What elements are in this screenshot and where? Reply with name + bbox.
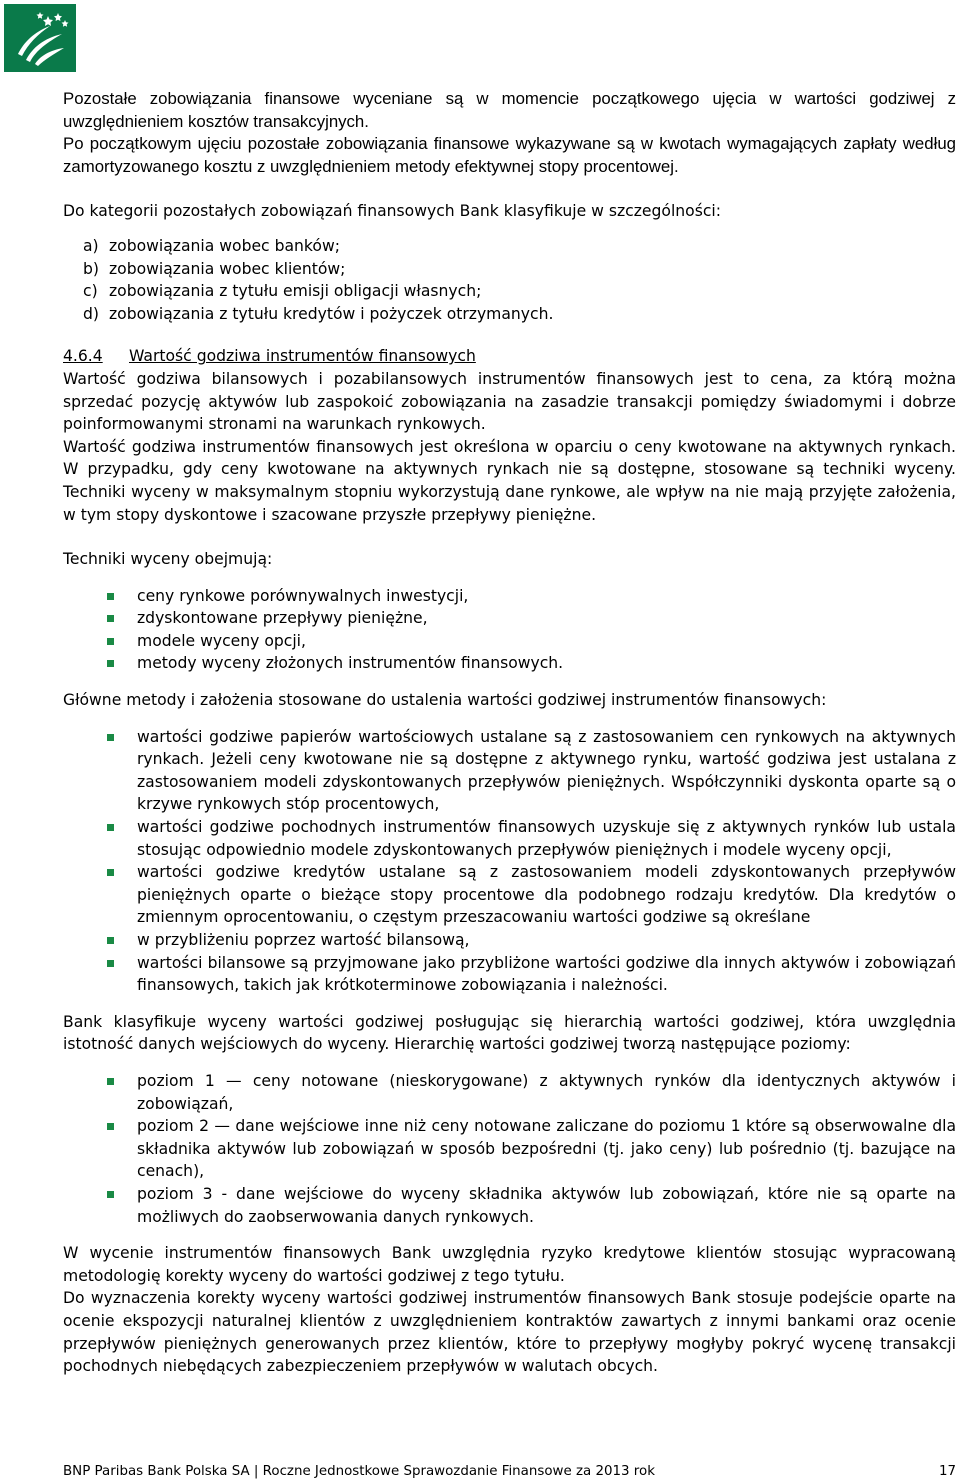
list-item: c) zobowiązania z tytułu emisji obligacji własnych; [83,282,482,301]
list-item: w przybliżeniu poprzez wartość bilansową, [63,929,956,952]
paragraph-valuation-adjustment: Do wyznaczenia korekty wyceny wartości godziwej instrumentów finansowych Bank stosuje podejście oparte na ocenie ekspozycji naturalnej klientów z uwzględnieniem kontraktów zawartych z innymi bankami oraz ocenie przepływów pieniężnych generowanych przez klientów, które to przepływy mogłyby pokryć wycenę transakcji pochodnych niebędących zabezpieczeniem przepływów w walutach obcych. [63,1289,956,1376]
list-item: wartości godziwe kredytów ustalane są z zastosowaniem modeli zdyskontowanych przepływów pieniężnych oparte o bieżące stopy procentowe dla podobnego rodzaju kredytów. Dla kredytów o zmiennym oprocentowaniu, o częstym przeszacowaniu wartości godziwe są określane [63,861,956,929]
section-number: 4.6.4 [63,347,103,366]
paragraph-credit-risk: W wycenie instrumentów finansowych Bank uwzględnia ryzyko kredytowe klientów stosując wypracowaną metodologię korekty wyceny do wartości godziwej z tego tytułu. [63,1244,956,1285]
bullet-icon [107,734,114,741]
bullet-icon [107,593,114,600]
alpha-list [63,235,956,325]
list-item: metody wyceny złożonych instrumentów finansowych. [63,652,956,675]
methods-list [63,726,956,997]
bullet-icon [107,869,114,876]
list-item: poziom 3 - dane wejściowe do wyceny składnika aktywów lub zobowiązań, które nie są oparte na możliwych do zaobserwowania danych rynkowych. [63,1183,956,1228]
section-heading [63,345,956,368]
bullet-icon [107,1123,114,1130]
bullet-icon [107,638,114,645]
bullet-icon [107,660,114,667]
paragraph-hierarchy-intro: Bank klasyfikuje wyceny wartości godziwej posługując się hierarchią wartości godziwej, która uwzględnia istotność danych wejściowych do wyceny. Hierarchię wartości godziwej tworzą następujące poziomy: [63,1012,956,1054]
bullet-icon [107,615,114,622]
paragraph-fair-value-determination: Wartość godziwa instrumentów finansowych jest określona w oparciu o ceny kwotowane na aktywnych rynkach. W przypadku, gdy ceny kwotowane na aktywnych rynkach nie są dostępne, stosowane są techniki wyceny. Techniki wyceny w maksymalnym stopniu wykorzystują dane rynkowe, ale wpływ na nie mają przyjęte założenia, w tym stopy dyskontowe i szacowane przyszłe przepływy pieniężne. [63,437,956,524]
list-item: a) zobowiązania wobec banków; [83,236,340,255]
paragraph-techniques-intro: Techniki wyceny obejmują: [63,550,273,569]
footer-text: BNP Paribas Bank Polska SA | Roczne Jednostkowe Sprawozdanie Finansowe za 2013 rok [63,1464,655,1479]
paragraph-methods-intro: Główne metody i założenia stosowane do ustalenia wartości godziwej instrumentów finansowych: [63,691,827,710]
bullet-icon [107,1078,114,1085]
bullet-icon [107,824,114,831]
bullet-icon [107,960,114,967]
page-footer [63,1464,956,1480]
page-number: 17 [938,1464,956,1479]
bullet-icon [107,1191,114,1198]
bnp-paribas-stars-logo-icon [4,4,76,72]
list-item: poziom 2 — dane wejściowe inne niż ceny notowane zaliczane do poziomu 1 które są obserwowalne dla składnika aktywów lub zobowiązań w sposób bezpośredni (tj. jako ceny) lub pośrednio (tj. bazujące na cenach), [63,1115,956,1183]
section-title: Wartość godziwa instrumentów finansowych [129,347,476,366]
techniques-list [63,585,956,675]
list-item: wartości godziwe papierów wartościowych ustalane są z zastosowaniem cen rynkowych na aktywnych rynkach. Jeżeli ceny kwotowane nie są dostępne z aktywnego rynku, wartość godziwa jest ustalana z zastosowaniem modeli zdyskontowanych przepływów pieniężnych. Współczynniki dyskonta oparte są o krzywe rynkowych stóp procentowych, [63,726,956,816]
list-item: wartości godziwe pochodnych instrumentów finansowych uzyskuje się z aktywnych rynków lub ustala stosując odpowiednio modele zdyskontowanych przepływów pieniężnych i modele wyceny opcji, [63,816,956,861]
list-item: modele wyceny opcji, [63,630,956,653]
list-item: ceny rynkowe porównywalnych inwestycji, [63,585,956,608]
paragraph-subsequent-measurement: Po początkowym ujęciu pozostałe zobowiązania finansowe wykazywane są w kwotach wymagających zapłaty według zamortyzowanego kosztu z uwzględnieniem metody efektywnej stopy procentowej. [63,134,956,176]
list-item: zdyskontowane przepływy pieniężne, [63,607,956,630]
list-item: d) zobowiązania z tytułu kredytów i pożyczek otrzymanych. [83,304,554,323]
paragraph-initial-measurement: Pozostałe zobowiązania finansowe wyceniane są w momencie początkowego ujęcia w wartości godziwej z uwzględnieniem kosztów transakcyjnych. [63,89,956,131]
bullet-icon [107,937,114,944]
list-item: b) zobowiązania wobec klientów; [83,259,346,278]
paragraph-categories-intro: Do kategorii pozostałych zobowiązań finansowych Bank klasyfikuje w szczególności: [63,202,722,221]
bnp-paribas-logo [4,4,76,72]
levels-list [63,1070,956,1228]
list-item: poziom 1 — ceny notowane (nieskorygowane) z aktywnych rynków dla identycznych aktywów i zobowiązań, [63,1070,956,1115]
list-item: wartości bilansowe są przyjmowane jako przybliżone wartości godziwe dla innych aktywów i zobowiązań finansowych, takich jak krótkoterminowe zobowiązania i należności. [63,952,956,997]
document-body [63,88,956,1378]
paragraph-fair-value-definition: Wartość godziwa bilansowych i pozabilansowych instrumentów finansowych jest to cena, za którą można sprzedać pozycję aktywów lub zaspokoić zobowiązania na zasadzie transakcji pomiędzy świadomymi i dobrze poinformowanymi stronami na warunkach rynkowych. [63,369,956,434]
